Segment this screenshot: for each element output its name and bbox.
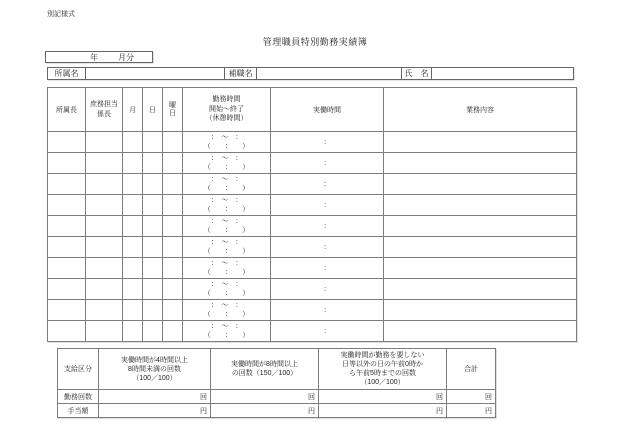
month-cell: [123, 321, 143, 342]
allowance-header-row: [58, 349, 496, 390]
header-day: 日: [143, 88, 163, 132]
work-content-cell: [384, 195, 577, 216]
header-weekday-text: 曜日: [169, 102, 176, 117]
day-cell: [143, 174, 163, 195]
clerical-seal-cell: [86, 237, 123, 258]
record-row: [48, 174, 577, 195]
record-row: [48, 237, 577, 258]
day-cell: [143, 195, 163, 216]
work-content-cell: [384, 279, 577, 300]
clerical-seal-cell: [86, 321, 123, 342]
dept-head-seal-cell: [48, 321, 86, 342]
actual-time-cell: ：: [271, 237, 384, 258]
work-content-cell: [384, 216, 577, 237]
actual-time-cell: ：: [271, 195, 384, 216]
work-time-cell: [183, 258, 271, 279]
month-cell: [123, 174, 143, 195]
clerical-seal-cell: [86, 132, 123, 153]
month-cell: [123, 279, 143, 300]
affiliation-label: 所属名: [47, 67, 86, 80]
work-time-cell: [183, 237, 271, 258]
weekday-cell: [163, 258, 183, 279]
work-time-cell: [183, 132, 271, 153]
form-style-note: 別記様式: [47, 11, 75, 18]
work-time-cell: [183, 153, 271, 174]
identity-row: [47, 67, 574, 80]
break-time: （ ： ）: [203, 290, 250, 297]
day-cell: [143, 216, 163, 237]
position-value-field: [257, 67, 402, 80]
weekday-cell: [163, 216, 183, 237]
header-clerical-lead-line2: 係長: [97, 110, 111, 118]
dept-head-seal-cell: [48, 132, 86, 153]
allowance-header-total: 合計: [447, 349, 496, 390]
work-time-cell: [183, 321, 271, 342]
weekday-cell: [163, 321, 183, 342]
work-content-cell: [384, 174, 577, 195]
header-work-time: [183, 88, 271, 132]
month-cell: [123, 195, 143, 216]
work-time-range: ： ～ ：: [210, 134, 243, 141]
actual-time-cell: ：: [271, 300, 384, 321]
work-time-range: ： ～ ：: [210, 176, 243, 183]
break-time: （ ： ）: [203, 248, 250, 255]
header-actual-time: 実働時間: [271, 88, 384, 132]
bracket3-line3: ら午前5時までの回数: [349, 370, 416, 377]
clerical-seal-cell: [86, 195, 123, 216]
work-content-cell: [384, 321, 577, 342]
break-time: （ ： ）: [203, 227, 250, 234]
month-cell: [123, 216, 143, 237]
weekday-cell: [163, 174, 183, 195]
clerical-seal-cell: [86, 153, 123, 174]
bracket2-line2: の回数（150／100）: [231, 370, 298, 377]
count-bracket2-cell: 回: [211, 390, 319, 404]
bracket1-line3: （100／100）: [132, 374, 177, 382]
count-bracket3-cell: 回: [319, 390, 447, 404]
position-label: 補職名: [225, 67, 257, 80]
allowance-row-amount: [58, 404, 496, 418]
count-row-label: 勤務回数: [58, 390, 99, 404]
header-work-time-line3: （休憩時間）: [205, 115, 248, 123]
actual-time-cell: ：: [271, 321, 384, 342]
day-cell: [143, 237, 163, 258]
header-weekday: [163, 88, 183, 132]
weekday-cell: [163, 237, 183, 258]
header-work-time-line1: 勤務時間: [212, 96, 241, 104]
main-record-table: [47, 87, 577, 342]
work-time-cell: [183, 195, 271, 216]
month-cell: [123, 258, 143, 279]
weekday-cell: [163, 132, 183, 153]
allowance-header-category: 支給区分: [58, 349, 99, 390]
work-content-cell: [384, 153, 577, 174]
work-content-cell: [384, 132, 577, 153]
day-cell: [143, 258, 163, 279]
break-time: （ ： ）: [203, 206, 250, 213]
amount-bracket3-cell: 円: [319, 404, 447, 418]
record-row: [48, 258, 577, 279]
clerical-seal-cell: [86, 258, 123, 279]
record-row: [48, 321, 577, 342]
bracket1-line2: 8時間未満の回数: [128, 365, 181, 373]
month-cell: [123, 237, 143, 258]
work-time-cell: [183, 300, 271, 321]
month-cell: [123, 300, 143, 321]
break-time: （ ： ）: [203, 143, 250, 150]
allowance-header-bracket1: [99, 349, 211, 390]
break-time: （ ： ）: [203, 164, 250, 171]
bracket2-line1: 実働時間が8時間以上: [231, 361, 298, 368]
work-time-range: ： ～ ：: [210, 281, 243, 288]
clerical-seal-cell: [86, 174, 123, 195]
break-time: （ ： ）: [203, 269, 250, 276]
weekday-cell: [163, 153, 183, 174]
work-time-cell: [183, 174, 271, 195]
work-time-range: ： ～ ：: [210, 218, 243, 225]
amount-row-label: 手当額: [58, 404, 99, 418]
record-row: [48, 216, 577, 237]
allowance-header-bracket2: [211, 349, 319, 390]
work-time-cell: [183, 279, 271, 300]
day-cell: [143, 321, 163, 342]
month-cell: [123, 153, 143, 174]
actual-time-cell: ：: [271, 258, 384, 279]
day-cell: [143, 153, 163, 174]
bracket3-line2: 日等以外の日の午前0時か: [342, 361, 423, 368]
header-month: 月: [123, 88, 143, 132]
month-cell: [123, 132, 143, 153]
amount-bracket1-cell: 円: [99, 404, 211, 418]
weekday-cell: [163, 300, 183, 321]
record-row: [48, 300, 577, 321]
header-work-time-line2: 開始～終了: [209, 105, 244, 113]
break-time: （ ： ）: [203, 332, 250, 339]
actual-time-cell: ：: [271, 174, 384, 195]
period-box: [45, 51, 153, 63]
header-clerical-lead: [86, 88, 123, 132]
allowance-summary-table: [57, 348, 496, 418]
main-table-header-row: [48, 88, 577, 132]
dept-head-seal-cell: [48, 195, 86, 216]
dept-head-seal-cell: [48, 216, 86, 237]
actual-time-cell: ：: [271, 279, 384, 300]
day-cell: [143, 300, 163, 321]
dept-head-seal-cell: [48, 174, 86, 195]
work-time-range: ： ～ ：: [210, 155, 243, 162]
header-clerical-lead-line1: 庶務担当: [90, 101, 118, 108]
work-time-range: ： ～ ：: [210, 239, 243, 246]
break-time: （ ： ）: [203, 311, 250, 318]
work-time-range: ： ～ ：: [210, 323, 243, 330]
work-content-cell: [384, 300, 577, 321]
count-total-cell: 回: [447, 390, 496, 404]
dept-head-seal-cell: [48, 153, 86, 174]
header-dept-head: 所属長: [48, 88, 86, 132]
name-label: 氏 名: [402, 67, 432, 80]
work-time-range: ： ～ ：: [210, 302, 243, 309]
record-row: [48, 279, 577, 300]
month-label: 月分: [118, 52, 134, 62]
day-cell: [143, 279, 163, 300]
break-time: （ ： ）: [203, 185, 250, 192]
main-table-body: [48, 132, 577, 342]
amount-bracket2-cell: 円: [211, 404, 319, 418]
record-row: [48, 195, 577, 216]
count-bracket1-cell: 回: [99, 390, 211, 404]
actual-time-cell: ：: [271, 216, 384, 237]
bracket3-line1: 実働時間が勤務を要しない: [340, 352, 425, 359]
clerical-seal-cell: [86, 279, 123, 300]
record-row: [48, 153, 577, 174]
bracket1-line1: 実働時間が4時間以上: [121, 356, 188, 364]
dept-head-seal-cell: [48, 258, 86, 279]
work-content-cell: [384, 258, 577, 279]
work-time-cell: [183, 216, 271, 237]
actual-time-cell: ：: [271, 153, 384, 174]
year-label: 年: [90, 52, 98, 62]
work-time-range: ： ～ ：: [210, 197, 243, 204]
clerical-seal-cell: [86, 216, 123, 237]
dept-head-seal-cell: [48, 279, 86, 300]
weekday-cell: [163, 195, 183, 216]
document-title: 管理職員特別勤務実績簿: [262, 37, 368, 47]
record-row: [48, 132, 577, 153]
amount-total-cell: 円: [447, 404, 496, 418]
allowance-row-count: [58, 390, 496, 404]
dept-head-seal-cell: [48, 300, 86, 321]
allowance-header-bracket3: [319, 349, 447, 390]
clerical-seal-cell: [86, 300, 123, 321]
dept-head-seal-cell: [48, 237, 86, 258]
affiliation-value-field: [86, 67, 225, 80]
work-content-cell: [384, 237, 577, 258]
weekday-cell: [163, 279, 183, 300]
work-time-range: ： ～ ：: [210, 260, 243, 267]
day-cell: [143, 132, 163, 153]
name-value-field: [432, 67, 574, 80]
header-work-content: 業務内容: [384, 88, 577, 132]
actual-time-cell: ：: [271, 132, 384, 153]
bracket3-line4: （100／100）: [360, 379, 405, 386]
